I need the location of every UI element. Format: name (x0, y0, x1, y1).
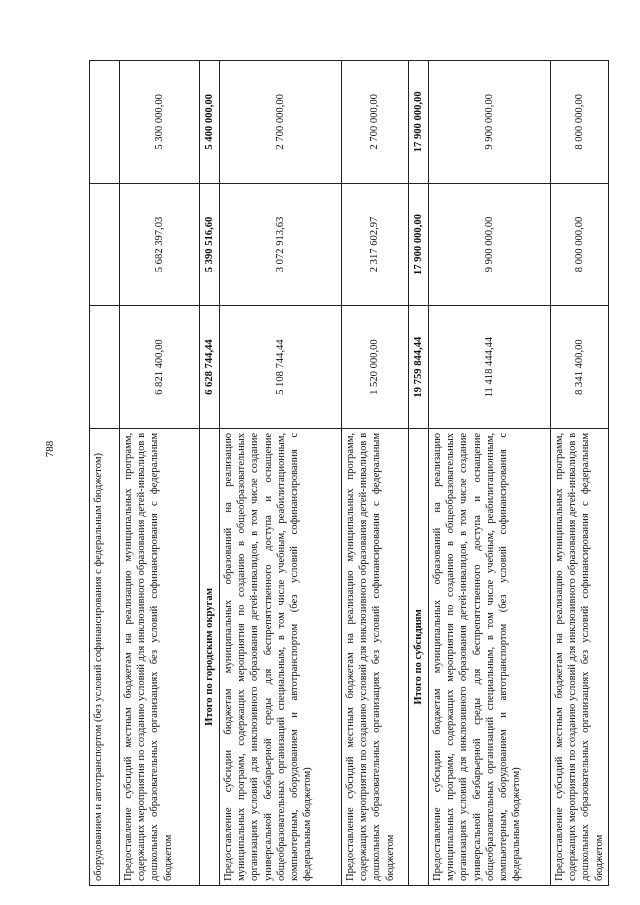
value-col-2: 5 682 397,03 (120, 183, 200, 306)
value-col-1 (90, 306, 120, 429)
total-value-col-1: 6 628 744,44 (200, 306, 220, 429)
value-col-1: 8 341 400,00 (551, 306, 609, 429)
total-value-col-3: 17 900 000,00 (409, 61, 429, 184)
value-col-1: 1 520 000,00 (342, 306, 409, 429)
table-row (90, 61, 120, 886)
total-label: Итого по городским округам (200, 428, 220, 885)
page-number: 788 (44, 440, 56, 458)
value-col-3: 8 000 000,00 (551, 61, 609, 184)
value-col-3: 9 900 000,00 (429, 61, 551, 184)
table-row (551, 61, 609, 886)
value-col-2: 3 072 913,63 (220, 183, 342, 306)
row-description: Предоставление субсидий местным бюджетам на реализацию муниципальных программ, содержащих мероприятия по созданию условий для инклюзивного образования детей-инвалидов в дошкольных образовательных организациях без условий софинансирования с федеральным бюджетом (342, 428, 409, 885)
value-col-1: 6 821 400,00 (120, 306, 200, 429)
total-value-col-1: 19 759 844,44 (409, 306, 429, 429)
row-description: Предоставление субсидий местным бюджетам на реализацию муниципальных программ, содержащих мероприятия по созданию условий для инклюзивного образования детей-инвалидов в дошкольных образовательных организациях без условий софинансирования с федеральным бюджетом (120, 428, 200, 885)
row-description: Предоставление субсидии бюджетам муниципальных образований на реализацию муниципальных программ, содержащих мероприятия по созданию в общеобразовательных организациях условий для инклюзивного образования детей-инвалидов, в том числе создание универсальной безбарьерной среды для беспрепятственного доступа и оснащение общеобразовательных организаций специальным, в том числе учебным, реабилитационным, компьютерным, оборудованием и автотранспортом (без условий софинансирования с федеральным бюджетом) (220, 428, 342, 885)
value-col-3 (90, 61, 120, 184)
table-row (220, 61, 342, 886)
value-col-1: 5 108 744,44 (220, 306, 342, 429)
total-value-col-2: 5 390 516,60 (200, 183, 220, 306)
value-col-2: 9 900 000,00 (429, 183, 551, 306)
total-row (200, 61, 220, 886)
total-value-col-2: 17 900 000,00 (409, 183, 429, 306)
value-col-2: 8 000 000,00 (551, 183, 609, 306)
table-row (342, 61, 409, 886)
value-col-3: 2 700 000,00 (342, 61, 409, 184)
total-value-col-3: 5 400 000,00 (200, 61, 220, 184)
table-row (429, 61, 551, 886)
row-description: Предоставление субсидии бюджетам муниципальных образований на реализацию муниципальных программ, содержащих мероприятия по созданию в общеобразовательных организациях условий для инклюзивного образования детей-инвалидов, в том числе создание универсальной безбарьерной среды для беспрепятственного доступа и оснащение общеобразовательных организаций специальным, в том числе учебным, реабилитационным, компьютерным, оборудованием и автотранспортом (без условий софинансирования с федеральным бюджетом) (429, 428, 551, 885)
value-col-3: 5 300 000,00 (120, 61, 200, 184)
total-row (409, 61, 429, 886)
row-description: Предоставление субсидий местным бюджетам на реализацию муниципальных программ, содержащих мероприятия по созданию условий для инклюзивного образования детей-инвалидов в дошкольных образовательных организациях без условий софинансирования с федеральным бюджетом (551, 428, 609, 885)
rotated-page-content (89, 60, 605, 886)
total-label: Итого по субсидиям (409, 428, 429, 885)
value-col-2 (90, 183, 120, 306)
row-description: оборудованием и автотранспортом (без условий софинансирования с федеральным бюджетом) (90, 428, 120, 885)
subsidy-table (89, 60, 609, 886)
value-col-2: 2 317 602,97 (342, 183, 409, 306)
table-row (120, 61, 200, 886)
value-col-1: 11 418 444,44 (429, 306, 551, 429)
value-col-3: 2 700 000,00 (220, 61, 342, 184)
